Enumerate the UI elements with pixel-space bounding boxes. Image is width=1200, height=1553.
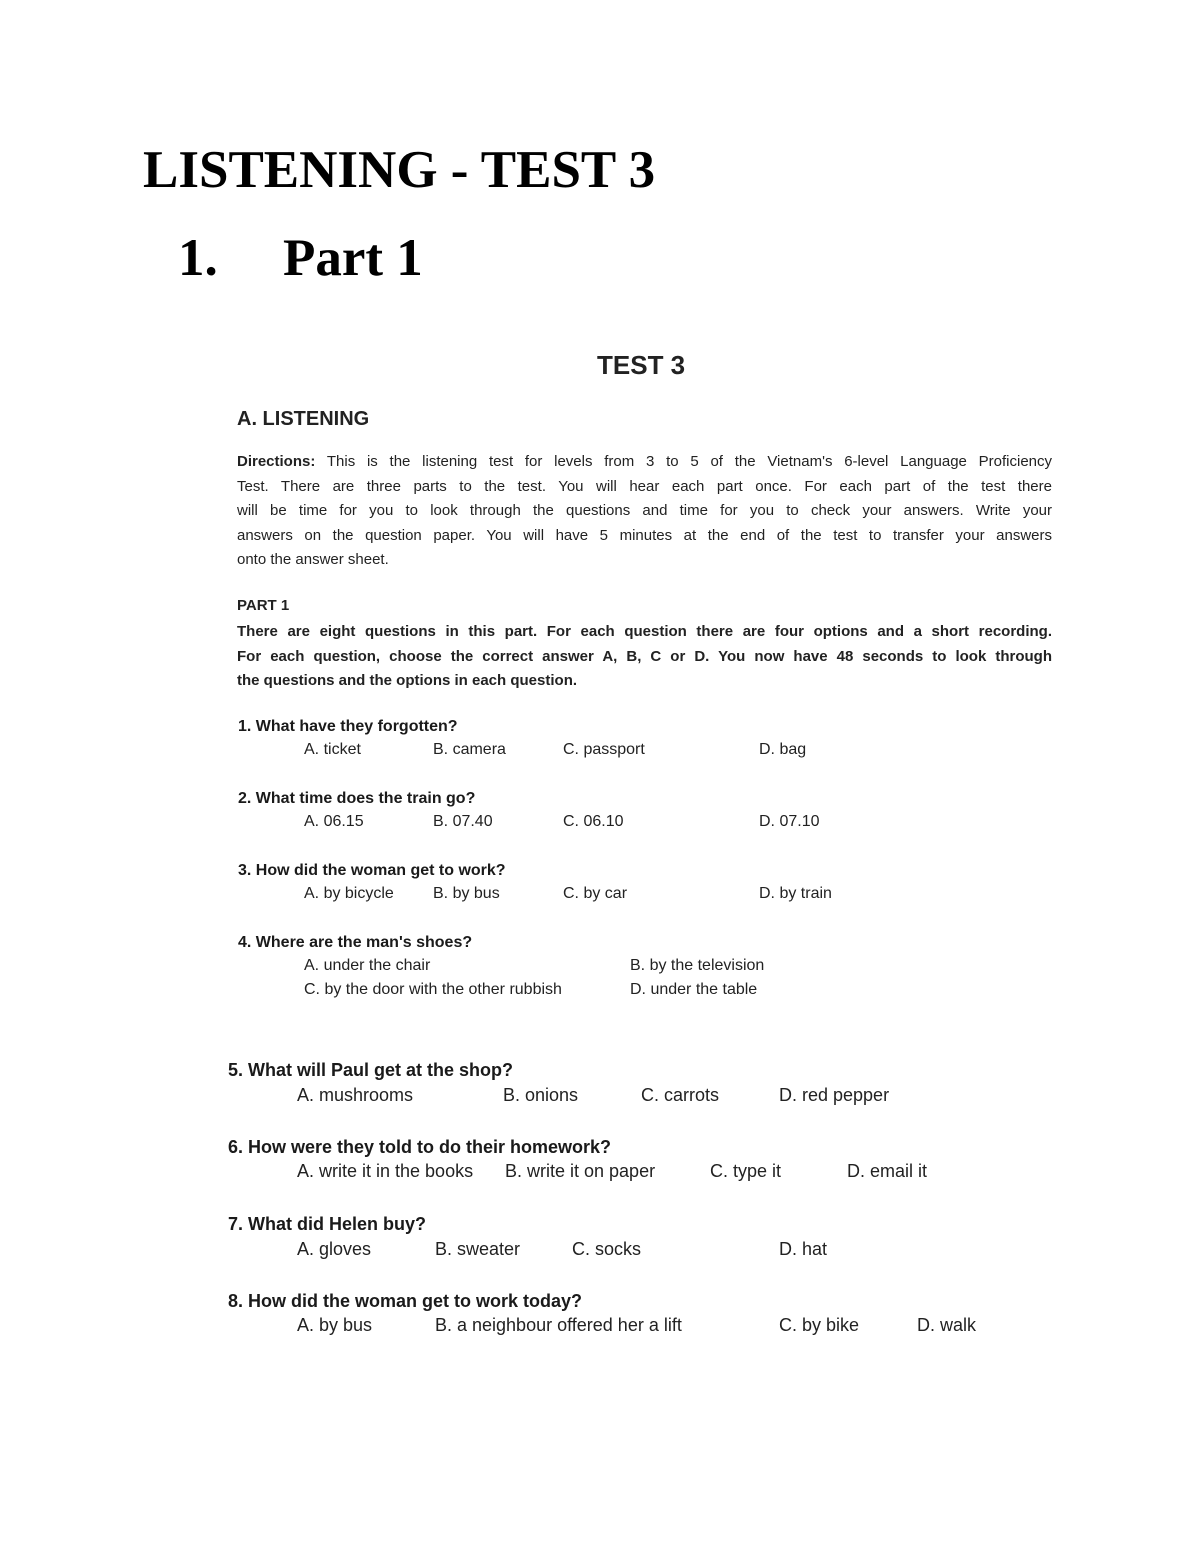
directions-label: Directions:: [237, 453, 316, 470]
directions-line: Test. There are three parts to the test. You will hear each part once. For each part of the test there: [237, 477, 1052, 495]
question-5-option-d: D. red pepper: [779, 1085, 890, 1105]
question-8-option-b: B. a neighbour offered her a lift: [435, 1315, 682, 1335]
question-2-option-b: B. 07.40: [433, 813, 493, 830]
question-2: 2. What time does the train go?: [238, 790, 476, 807]
question-7-option-d: D. hat: [779, 1239, 828, 1259]
question-2-option-d: D. 07.10: [759, 813, 820, 830]
question-3-option-a: A. by bicycle: [304, 885, 394, 902]
instruction-line: For each question, choose the correct answer A, B, C or D. You now have 48 seconds to look through: [237, 647, 1052, 665]
question-5-option-a: A. mushrooms: [297, 1085, 414, 1105]
question-7-option-b: B. sweater: [435, 1239, 521, 1259]
test-heading: TEST 3: [597, 350, 686, 380]
question-6-option-a: A. write it in the books: [297, 1161, 474, 1181]
question-1-option-c: C. passport: [563, 741, 645, 758]
part-number: 1.: [178, 229, 218, 287]
instruction-line: the questions and the options in each question.: [237, 672, 578, 689]
question-3-option-b: B. by bus: [433, 885, 500, 902]
directions-paragraph: [237, 450, 1052, 573]
question-2-option-a: A. 06.15: [304, 813, 364, 830]
question-4-option-b: B. by the television: [630, 957, 765, 974]
question-4: 4. Where are the man's shoes?: [238, 934, 473, 951]
question-6-option-d: D. email it: [847, 1161, 928, 1181]
part1-heading: PART 1: [237, 597, 290, 614]
question-8-option-c: C. by bike: [779, 1315, 860, 1335]
directions-text: This is the listening test for levels from 3 to 5 of the Vietnam's 6-level Language Proficiency: [326, 453, 1052, 470]
question-1-option-a: A. ticket: [304, 741, 361, 758]
section-heading: A. LISTENING: [237, 408, 370, 430]
question-6-option-b: B. write it on paper: [505, 1161, 656, 1181]
question-3-option-c: C. by car: [563, 885, 628, 902]
question-6: 6. How were they told to do their homework?: [228, 1137, 612, 1157]
question-5-option-c: C. carrots: [641, 1085, 720, 1105]
question-5: 5. What will Paul get at the shop?: [228, 1060, 514, 1080]
question-8-option-a: A. by bus: [297, 1315, 373, 1335]
question-4-option-a: A. under the chair: [304, 957, 431, 974]
question-7-option-a: A. gloves: [297, 1239, 372, 1259]
part1-instructions: [237, 620, 1052, 694]
question-1-option-d: D. bag: [759, 741, 807, 758]
part-heading: Part 1: [283, 229, 423, 287]
directions-line: onto the answer sheet.: [237, 551, 389, 568]
instruction-line: There are eight questions in this part. For each question there are four options and a short recording.: [237, 623, 1052, 640]
question-8: 8. How did the woman get to work today?: [228, 1291, 583, 1311]
question-6-option-c: C. type it: [710, 1161, 782, 1181]
question-5-option-b: B. onions: [503, 1085, 579, 1105]
directions-line: answers on the question paper. You will have 5 minutes at the end of the test to transfer your answers: [237, 526, 1052, 544]
directions-line: [237, 450, 1052, 475]
question-3-option-d: D. by train: [759, 885, 832, 902]
question-3: 3. How did the woman get to work?: [238, 862, 506, 879]
question-4-option-d: D. under the table: [630, 981, 758, 998]
directions-line: will be time for you to look through the questions and time for you to check your answers. Write your: [237, 502, 1052, 519]
question-2-option-c: C. 06.10: [563, 813, 624, 830]
question-1-option-b: B. camera: [433, 741, 506, 758]
question-7: 7. What did Helen buy?: [228, 1214, 427, 1234]
question-1: 1. What have they forgotten?: [238, 718, 458, 735]
question-7-option-c: C. socks: [572, 1239, 642, 1259]
question-8-option-d: D. walk: [917, 1315, 977, 1335]
page-title: LISTENING - TEST 3: [143, 141, 656, 199]
question-4-option-c: C. by the door with the other rubbish: [304, 981, 562, 998]
